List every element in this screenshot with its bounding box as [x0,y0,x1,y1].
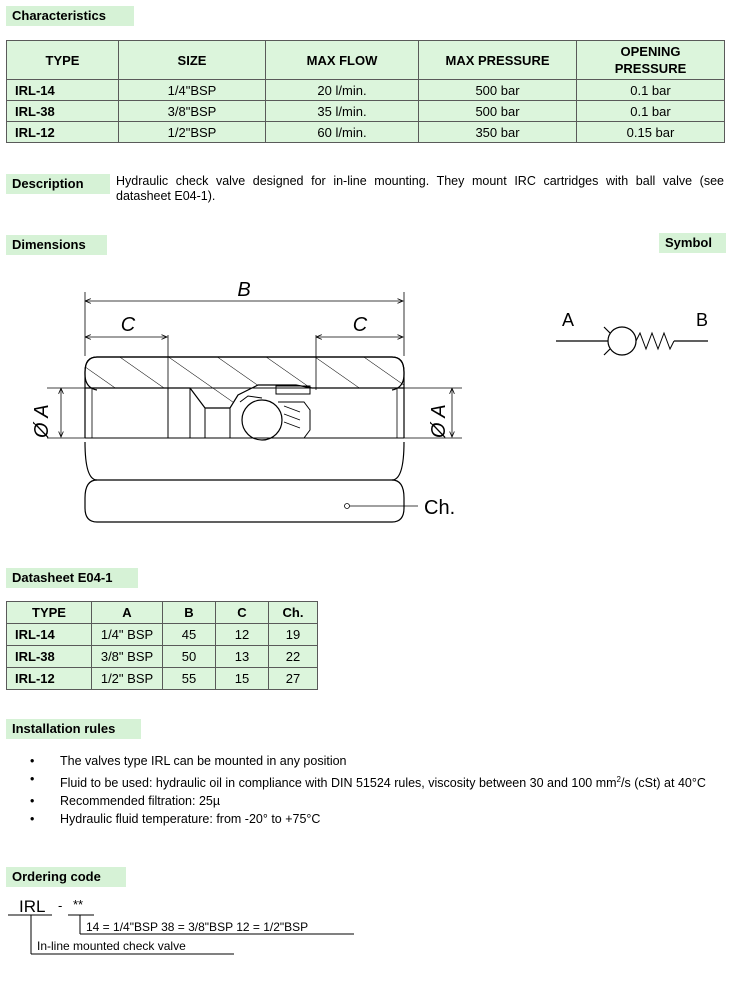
cell: 500 bar [419,80,577,101]
cell: 60 l/min. [266,122,419,143]
installation-rules-list [30,754,726,830]
check-valve-symbol [550,305,720,365]
dim-b-label: B [237,279,251,301]
table-row [7,101,725,122]
symbol-port-b: B [696,310,709,330]
cell: IRL-12 [7,668,92,690]
valve-dimension-drawing [0,260,480,540]
cell: 20 l/min. [266,80,419,101]
cell: 1/4"BSP [119,80,266,101]
cell: 500 bar [419,101,577,122]
symbol-heading: Symbol [659,233,726,253]
col-header: SIZE [119,41,266,80]
code-stars: ** [73,897,84,912]
table-row [7,122,725,143]
dim-a-label-left: Ø A [31,404,53,438]
table-row [7,80,725,101]
datasheet-heading: Datasheet E04-1 [6,568,138,588]
cell: IRL-12 [7,122,119,143]
cell: 45 [163,624,216,646]
dimensions-heading: Dimensions [6,235,107,255]
col-header: TYPE [7,602,92,624]
code-desc: In-line mounted check valve [37,939,186,953]
cell: 0.1 bar [577,80,725,101]
cell: 3/8" BSP [92,646,163,668]
description-heading: Description [6,174,110,194]
dim-c-label-left: C [120,314,136,336]
dim-ch-label: Ch. [424,497,456,519]
cell: IRL-14 [7,80,119,101]
cell: IRL-14 [7,624,92,646]
col-header: Ch. [269,602,318,624]
installation-heading: Installation rules [6,719,141,739]
col-header: MAX FLOW [266,41,419,80]
cell: 15 [216,668,269,690]
dim-a-label-right: Ø A [428,404,450,438]
cell: 55 [163,668,216,690]
code-dash: - [58,898,63,913]
cell: 1/2" BSP [92,668,163,690]
col-header: MAX PRESSURE [419,41,577,80]
cell: 1/2"BSP [119,122,266,143]
col-header: TYPE [7,41,119,80]
cell: 50 [163,646,216,668]
ordering-code-diagram [0,890,380,960]
cell: 1/4" BSP [92,624,163,646]
dim-c-label-right: C [352,314,368,336]
col-header: C [216,602,269,624]
cell: 0.15 bar [577,122,725,143]
cell: 27 [269,668,318,690]
code-sizes: 14 = 1/4"BSP 38 = 3/8"BSP 12 = 1/2"BSP [86,920,309,934]
datasheet-table [6,601,318,690]
list-item: • Hydraulic fluid temperature: from -20° to +75°C [30,812,321,827]
list-item: • Recommended filtration: 25µ [30,794,221,809]
cell: IRL-38 [7,646,92,668]
characteristics-table [6,40,725,143]
col-header: B [163,602,216,624]
cell: 22 [269,646,318,668]
list-item: • The valves type IRL can be mounted in any position [30,754,347,768]
cell: 350 bar [419,122,577,143]
cell: 12 [216,624,269,646]
description-text: Hydraulic check valve designed for in-line mounting. They mount IRC cartridges with ball valve (see datasheet E04-1). [116,174,724,203]
characteristics-heading: Characteristics [6,6,134,26]
cell: 35 l/min. [266,101,419,122]
table-row [7,668,318,690]
list-item: • Fluid to be used: hydraulic oil in compliance with DIN 51524 rules, viscosity between 30 and 100 $mm^2/s$ (cSt) at 40°C [30,772,706,791]
cell: 0.1 bar [577,101,725,122]
cell: 13 [216,646,269,668]
cell: 3/8"BSP [119,101,266,122]
cell: 19 [269,624,318,646]
table-row [7,646,318,668]
cell: IRL-38 [7,101,119,122]
col-header: A [92,602,163,624]
table-row [7,624,318,646]
ordering-heading: Ordering code [6,867,126,887]
code-prefix: IRL [19,897,46,916]
col-header: OPENING PRESSURE [577,41,725,80]
symbol-port-a: A [562,310,575,330]
